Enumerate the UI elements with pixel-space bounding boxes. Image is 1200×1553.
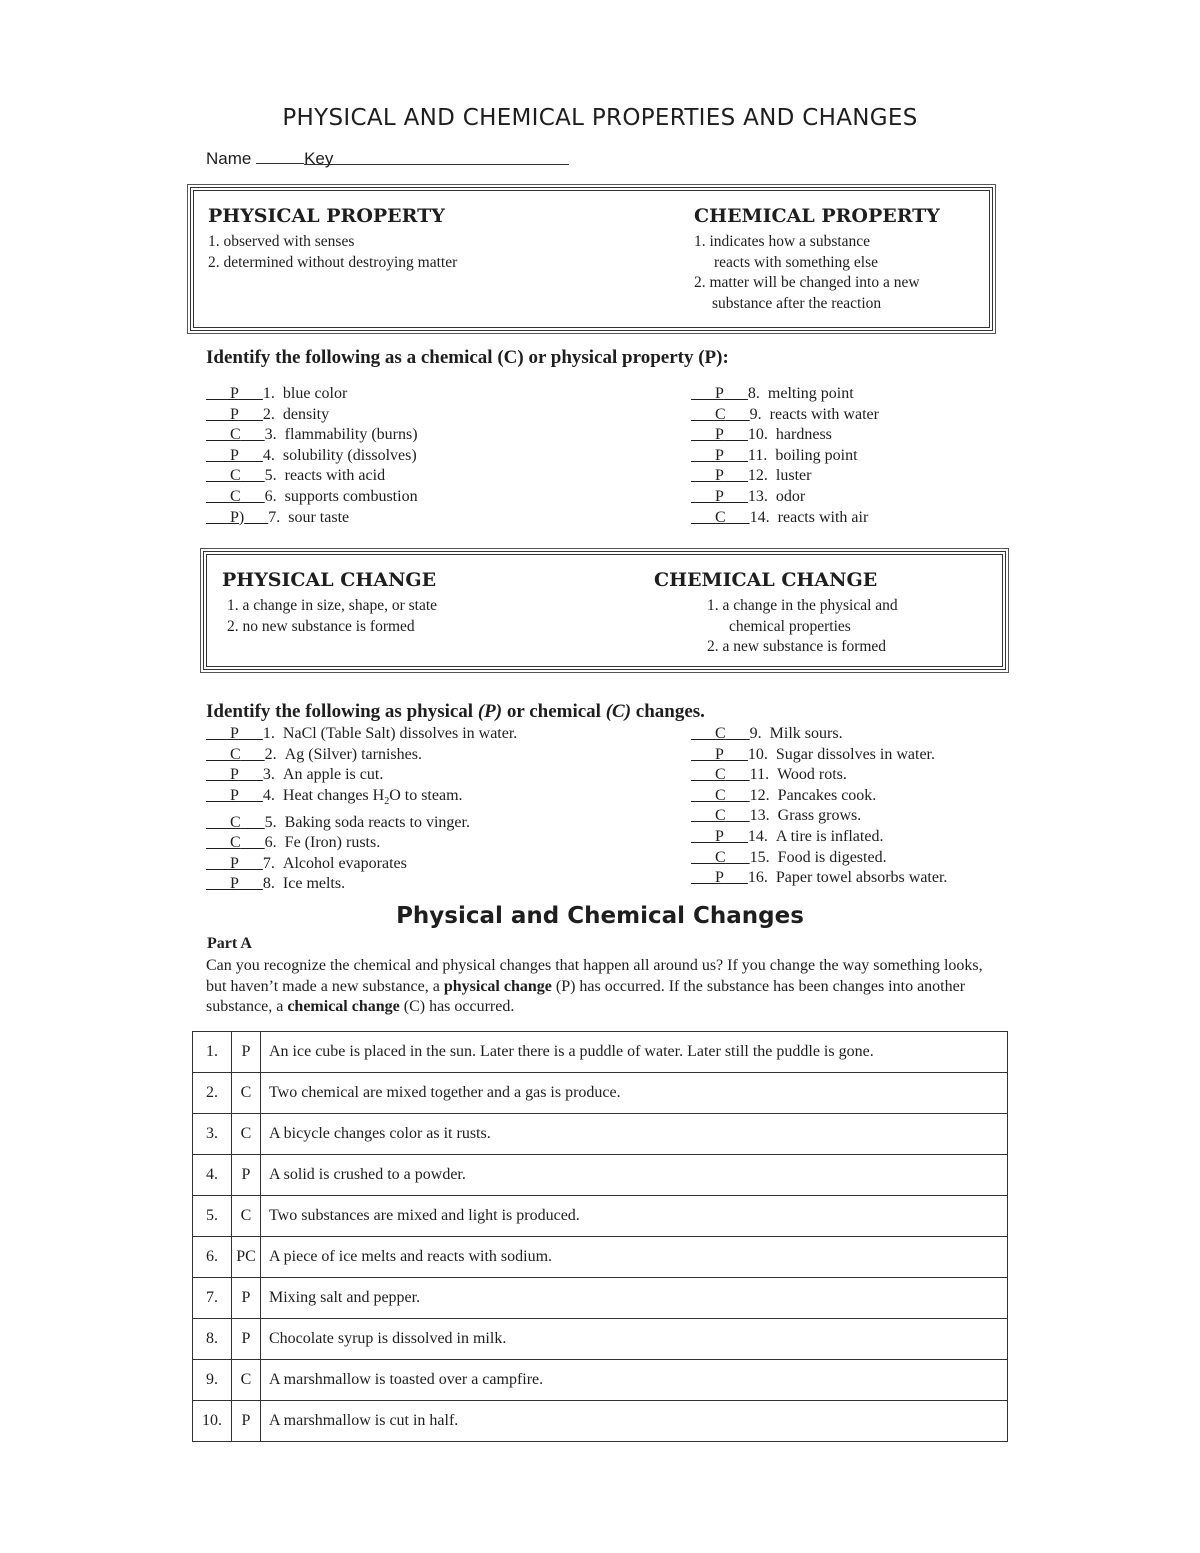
row-number: 3. [193,1114,232,1155]
answer-blank[interactable] [206,786,263,807]
answer-blank[interactable] [206,466,265,487]
item-text: Sugar dissolves in water. [775,745,935,763]
instruction-text: or chemical [502,701,606,722]
row-statement: A piece of ice melts and reacts with sodium. [261,1237,1008,1278]
chemical-change-heading: CHEMICAL CHANGE [654,569,878,591]
row-statement: An ice cube is placed in the sun. Later there is a puddle of water. Later still the puddle is gone. [261,1032,1008,1073]
name-label: Name [206,149,252,168]
answer-value: C [715,848,726,866]
item-number: 16. [747,869,768,887]
answer-blank[interactable] [691,724,750,745]
row-answer[interactable]: C [232,1114,261,1155]
item-number: 1. [262,385,275,402]
item-text: flammability (burns) [284,426,418,444]
list-item [691,745,947,766]
name-field[interactable] [304,149,569,168]
list-item [206,405,418,426]
table-row [193,1196,1008,1237]
row-answer[interactable]: PC [232,1237,261,1278]
answer-blank[interactable] [691,446,748,467]
intro-bold: chemical change [287,998,400,1016]
item-text: An apple is cut. [282,766,384,784]
item-text: hardness [775,426,832,444]
item-number: 9. [749,725,762,742]
definition-line: 2. no new substance is formed [227,617,415,635]
answer-blank[interactable] [206,765,263,786]
list-item [691,405,879,426]
item-number: 14. [747,827,768,845]
item-number: 12. [747,467,768,485]
instruction-text: changes. [631,701,705,722]
list-item [206,508,418,529]
definition-line: 1. indicates how a substance [694,233,871,250]
item-text: Grass grows. [777,807,862,825]
table-row [193,1319,1008,1360]
list-item [206,425,418,446]
item-number: 11. [747,446,768,464]
chemical-change-definitions [707,596,898,658]
answer-value: P [715,745,724,763]
chemical-property-heading: CHEMICAL PROPERTY [694,205,940,227]
table-row [193,1278,1008,1319]
instruction-p: (P) [477,701,503,722]
item-number: 7. [268,508,281,526]
answer-value: P [715,827,724,845]
list-item [206,466,418,487]
list-item [691,765,947,786]
row-number: 4. [193,1155,232,1196]
change-list-right [691,724,947,889]
answer-value: C [230,467,241,485]
definition-line: 1. a change in size, shape, or state [227,597,438,614]
list-item [206,786,517,813]
item-text: Food is digested. [777,848,887,866]
answer-blank[interactable] [691,405,750,426]
item-text: reacts with air [777,508,869,526]
row-number: 7. [193,1278,232,1319]
physical-property-definitions [208,232,457,273]
row-number: 1. [193,1032,232,1073]
list-item [206,813,517,834]
answer-blank[interactable] [691,745,748,766]
list-item [206,446,418,467]
answer-blank[interactable] [206,724,263,745]
part-a-table [192,1031,1008,1442]
item-text: sour taste [288,508,350,526]
item-number: 6. [264,487,277,505]
answer-value: P [715,487,724,505]
item-text: density [282,405,330,423]
row-number: 6. [193,1237,232,1278]
list-item [691,384,879,405]
definition-line: substance after the reaction [712,294,882,312]
item-number: 5. [264,467,277,485]
answer-value: C [715,405,726,423]
list-item [691,446,879,467]
row-statement: A bicycle changes color as it rusts. [261,1114,1008,1155]
list-item [691,786,947,807]
item-number: 11. [749,766,770,784]
answer-value: P [230,786,239,804]
answer-value: C [715,725,726,742]
row-answer[interactable]: C [232,1196,261,1237]
list-item [691,508,879,529]
answer-value: C [230,813,241,831]
table-row [193,1114,1008,1155]
answer-value: P [715,385,724,402]
item-text: melting point [767,385,854,402]
item-text: odor [775,487,806,505]
page-title: PHYSICAL AND CHEMICAL PROPERTIES AND CHANGES [282,105,918,131]
item-text: Baking soda reacts to vinger. [284,813,470,831]
part-a-intro [206,956,996,1018]
answer-value: P [230,725,239,742]
item-text: Ice melts. [282,875,346,893]
item-number: 8. [747,385,760,402]
list-item [206,765,517,786]
intro-text: (C) has occurred. [399,998,515,1016]
change-list-left [206,724,517,895]
item-number: 10. [747,426,768,444]
answer-blank[interactable] [691,806,750,827]
chemical-property-definitions [694,232,920,314]
answer-blank[interactable] [206,508,268,529]
answer-blank[interactable] [691,508,750,529]
answer-blank[interactable] [206,854,263,875]
property-list-right [691,384,879,528]
answer-blank[interactable] [691,786,750,807]
list-item [691,868,947,889]
row-number: 9. [193,1360,232,1401]
item-number: 13. [749,807,770,825]
row-number: 5. [193,1196,232,1237]
answer-blank[interactable] [691,425,748,446]
answer-blank[interactable] [691,765,750,786]
row-statement: Mixing salt and pepper. [261,1278,1008,1319]
definition-line: chemical properties [729,617,851,635]
definition-line: 2. determined without destroying matter [208,253,458,271]
answer-value: P [715,467,724,485]
row-statement: Chocolate syrup is dissolved in milk. [261,1319,1008,1360]
item-number: 8. [262,875,275,893]
answer-value: P [230,446,239,464]
row-statement: A marshmallow is cut in half. [261,1401,1008,1442]
physical-property-heading: PHYSICAL PROPERTY [208,205,445,227]
answer-blank[interactable] [206,446,263,467]
table-row [193,1360,1008,1401]
instruction-text: Identify the following as physical [206,701,478,722]
table-row [193,1401,1008,1442]
definition-line: 1. a change in the physical and [707,597,898,614]
answer-value: P [715,869,724,887]
list-item [691,806,947,827]
item-text: blue color [282,385,348,402]
item-number: 14. [749,508,770,526]
item-number: 5. [264,813,277,831]
list-item [206,833,517,854]
item-number: 10. [747,745,768,763]
table-row [193,1032,1008,1073]
item-number: 15. [749,848,770,866]
part-a-label: Part A [207,935,252,952]
answer-value: C [230,487,241,505]
answer-value: P) [230,508,245,526]
item-text: Heat changes H [282,786,385,804]
definition-line: 1. observed with senses [208,233,355,250]
answer-blank[interactable] [691,487,748,508]
item-number: 7. [262,854,275,872]
list-item [206,724,517,745]
list-item [691,848,947,869]
item-text: A tire is inflated. [775,827,884,845]
answer-value: C [715,786,726,804]
instruction-c: (C) [605,701,632,722]
row-statement: Two substances are mixed and light is produced. [261,1196,1008,1237]
item-text: Ag (Silver) tarnishes. [284,745,422,763]
table-row [193,1073,1008,1114]
answer-blank[interactable] [691,827,748,848]
row-number: 2. [193,1073,232,1114]
item-number: 3. [262,766,275,784]
item-text: Fe (Iron) rusts. [284,834,381,852]
answer-value: C [715,508,726,526]
list-item [691,724,947,745]
answer-value: C [230,745,241,763]
answer-value: C [715,807,726,825]
answer-value: P [715,446,724,464]
item-text: O to steam. [389,786,463,804]
answer-blank[interactable] [691,868,748,889]
name-line [206,148,569,169]
item-text: reacts with water [769,405,879,423]
row-number: 8. [193,1319,232,1360]
item-text: Milk sours. [769,725,843,742]
item-number: 13. [747,487,768,505]
answer-blank[interactable] [206,833,265,854]
item-subscript: 2 [384,795,390,807]
item-text: luster [775,467,812,485]
item-number: 12. [749,786,770,804]
list-item [206,854,517,875]
intro-text: (P) has occurred. If the substance has been changes into another substance, a [206,977,966,1016]
row-statement: A solid is crushed to a powder. [261,1155,1008,1196]
answer-value: P [230,405,239,423]
item-text: boiling point [775,446,858,464]
answer-blank[interactable] [206,384,263,405]
answer-blank[interactable] [206,487,265,508]
list-item [691,425,879,446]
physical-change-definitions [227,596,437,637]
item-text: supports combustion [284,487,418,505]
row-answer[interactable]: P [232,1401,261,1442]
row-statement: A marshmallow is toasted over a campfire. [261,1360,1008,1401]
part-a-title: Physical and Chemical Changes [396,903,804,929]
answer-value: C [230,834,241,852]
item-number: 2. [262,405,275,423]
item-number: 9. [749,405,762,423]
answer-value: C [715,766,726,784]
row-answer[interactable]: C [232,1360,261,1401]
name-blank [256,148,304,164]
answer-blank[interactable] [691,384,748,405]
list-item [206,487,418,508]
answer-value: P [230,875,239,893]
item-number: 1. [262,725,275,742]
answer-blank[interactable] [691,848,750,869]
answer-value: C [230,426,241,444]
row-answer[interactable]: P [232,1278,261,1319]
row-answer[interactable]: C [232,1073,261,1114]
item-text: Wood rots. [777,766,847,784]
property-instruction: Identify the following as a chemical (C) or physical property (P): [206,347,729,368]
definition-line: 2. matter will be changed into a new [694,274,920,291]
answer-blank[interactable] [206,813,265,834]
answer-value: P [230,385,239,402]
intro-bold: physical change [443,977,552,995]
answer-blank[interactable] [206,425,265,446]
item-text: solubility (dissolves) [282,446,417,464]
change-instruction [206,701,705,723]
list-item [206,874,517,895]
answer-blank[interactable] [206,874,263,895]
item-text: Pancakes cook. [777,786,877,804]
answer-blank[interactable] [206,405,263,426]
intro-text: Can you recognize the chemical and physical changes that happen all around us? If you change the way something looks, but haven’t made a new substance, a [206,957,983,995]
list-item [691,466,879,487]
physical-change-heading: PHYSICAL CHANGE [222,569,437,591]
item-number: 6. [264,834,277,852]
item-number: 4. [262,446,275,464]
answer-value: P [230,766,239,784]
row-answer[interactable]: P [232,1319,261,1360]
list-item [206,384,418,405]
row-answer[interactable]: P [232,1032,261,1073]
definition-line: 2. a new substance is formed [707,638,887,655]
list-item [206,745,517,766]
list-item [691,487,879,508]
answer-value: P [715,426,724,444]
table-row [193,1237,1008,1278]
answer-blank[interactable] [691,466,748,487]
row-statement: Two chemical are mixed together and a gas is produce. [261,1073,1008,1114]
item-text: NaCl (Table Salt) dissolves in water. [282,725,518,742]
row-number: 10. [193,1401,232,1442]
definition-line: reacts with something else [714,253,878,271]
change-definitions-box [203,551,1006,670]
item-number: 3. [264,426,277,444]
answer-value: P [230,854,239,872]
list-item [691,827,947,848]
item-number: 2. [264,745,277,763]
property-definitions-box [190,187,993,331]
name-value: Key [304,149,334,168]
property-list-left [206,384,418,528]
item-text: Alcohol evaporates [282,854,407,872]
row-answer[interactable]: P [232,1155,261,1196]
item-number: 4. [262,786,275,804]
table-row [193,1155,1008,1196]
item-text: Paper towel absorbs water. [775,869,948,887]
item-text: reacts with acid [284,467,386,485]
answer-blank[interactable] [206,745,265,766]
